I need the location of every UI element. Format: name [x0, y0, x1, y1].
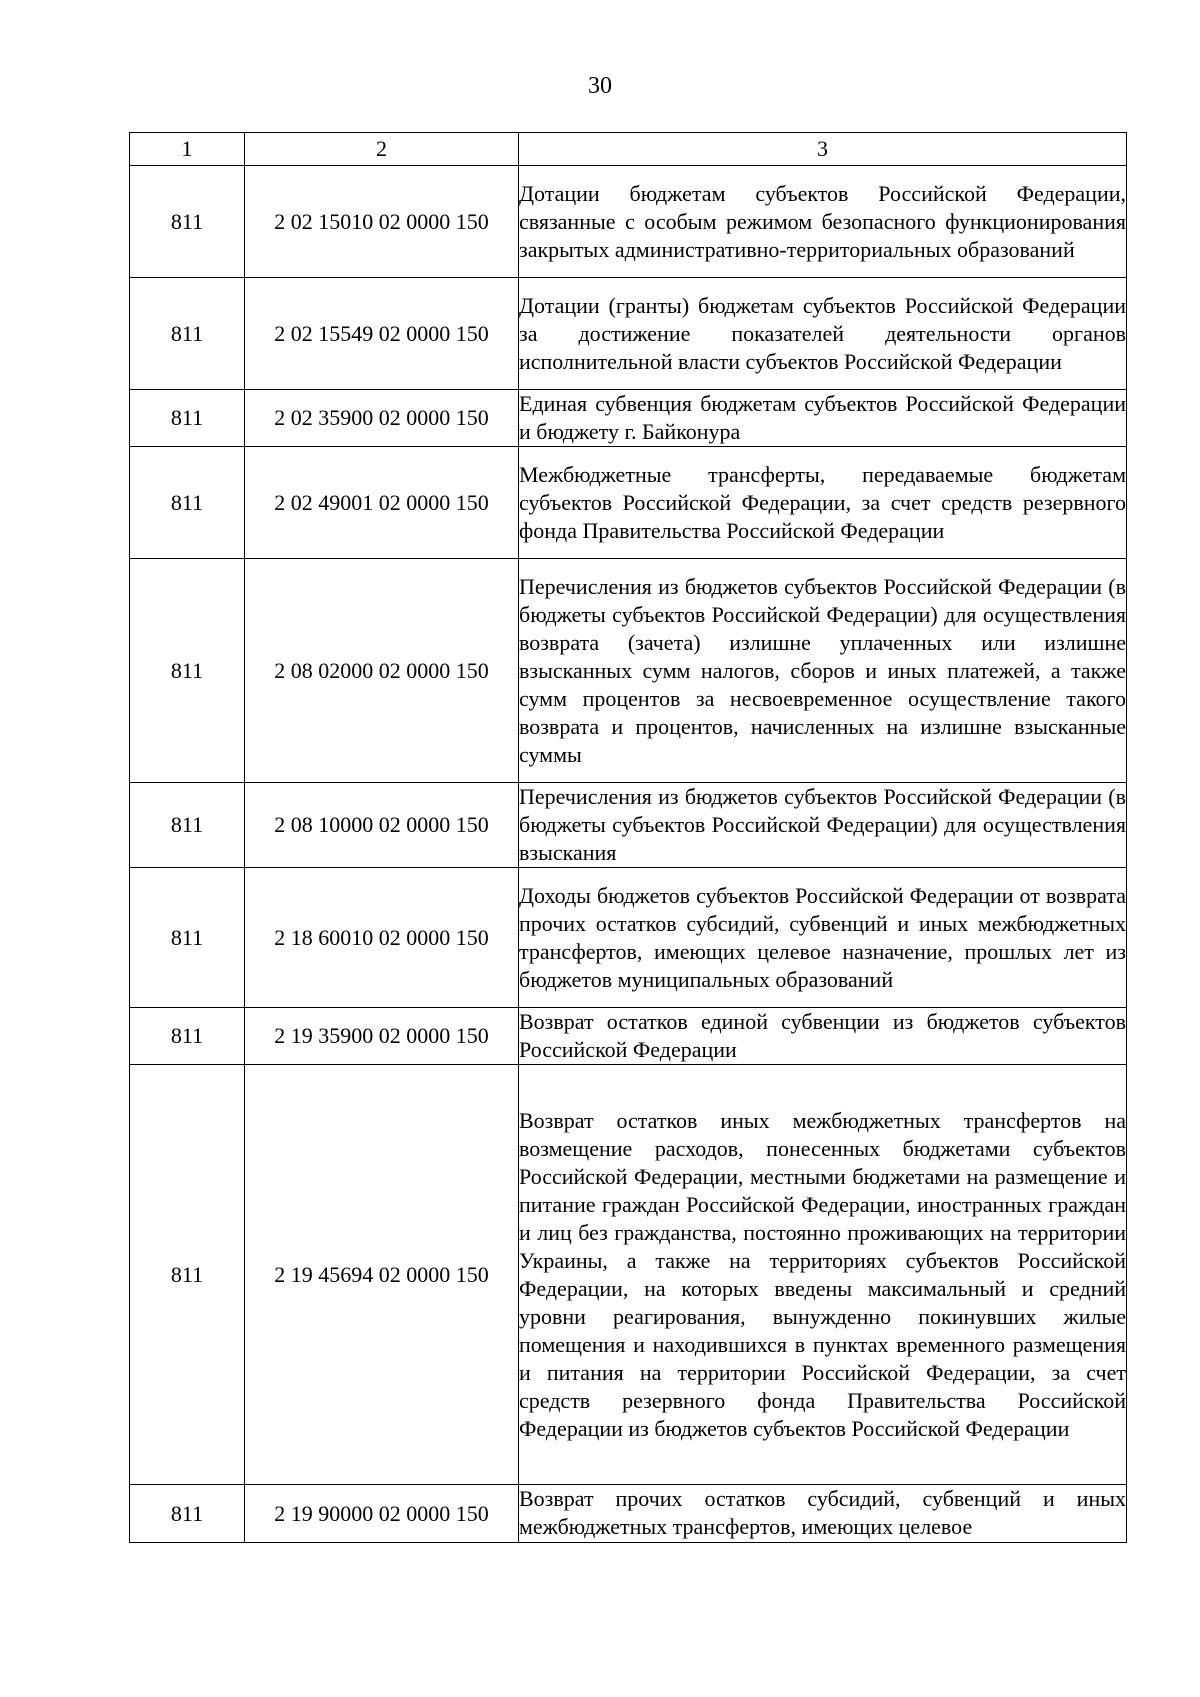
- revenue-code-cell: 2 02 49001 02 0000 150: [245, 447, 519, 559]
- admin-code-cell: 811: [130, 1485, 245, 1543]
- description-cell: Единая субвенция бюджетам субъектов Российской Федерации и бюджету г. Байконура: [519, 390, 1127, 447]
- table-row: [130, 278, 1127, 390]
- description-cell: Возврат остатков иных межбюджетных трансфертов на возмещение расходов, понесенных бюджетами субъектов Российской Федерации, местными бюджетами на размещение и питание граждан Российской Федерации, иностранных граждан и лиц без гражданства, постоянно проживающих на территории Украины, а также на территориях субъектов Российской Федерации, на которых введены максимальный и средний уровни реагирования, вынужденно покинувших жилые помещения и находившихся в пунктах временного размещения и питания на территории Российской Федерации, за счет средств резервного фонда Правительства Российской Федерации из бюджетов субъектов Российской Федерации: [519, 1065, 1127, 1485]
- table-row: [130, 1485, 1127, 1543]
- admin-code-cell: 811: [130, 783, 245, 868]
- description-cell: Дотации бюджетам субъектов Российской Федерации, связанные с особым режимом безопасного функционирования закрытых административно-территориальных образований: [519, 166, 1127, 278]
- description-cell: Возврат остатков единой субвенции из бюджетов субъектов Российской Федерации: [519, 1008, 1127, 1065]
- page-number: 30: [588, 73, 612, 99]
- revenue-code-cell: 2 08 02000 02 0000 150: [245, 559, 519, 783]
- revenue-code-cell: 2 18 60010 02 0000 150: [245, 868, 519, 1008]
- table-row: [130, 868, 1127, 1008]
- table-row: [130, 390, 1127, 447]
- table-row: [130, 166, 1127, 278]
- description-cell: Перечисления из бюджетов субъектов Российской Федерации (в бюджеты субъектов Российской Федерации) для осуществления возврата (зачета) излишне уплаченных или излишне взысканных сумм налогов, сборов и иных платежей, а также сумм процентов за несвоевременное осуществление такого возврата и процентов, начисленных на излишне взысканные суммы: [519, 559, 1127, 783]
- revenue-code-cell: 2 19 35900 02 0000 150: [245, 1008, 519, 1065]
- admin-code-cell: 811: [130, 447, 245, 559]
- column-header-3: 3: [519, 133, 1127, 166]
- table-header-row: [130, 133, 1127, 166]
- admin-code-cell: 811: [130, 1008, 245, 1065]
- revenue-code-cell: 2 02 35900 02 0000 150: [245, 390, 519, 447]
- description-cell: Перечисления из бюджетов субъектов Российской Федерации (в бюджеты субъектов Российской Федерации) для осуществления взыскания: [519, 783, 1127, 868]
- revenue-code-cell: 2 02 15010 02 0000 150: [245, 166, 519, 278]
- table-row: [130, 447, 1127, 559]
- column-header-1: 1: [130, 133, 245, 166]
- admin-code-cell: 811: [130, 166, 245, 278]
- description-cell: Доходы бюджетов субъектов Российской Федерации от возврата прочих остатков субсидий, субвенций и иных межбюджетных трансфертов, имеющих целевое назначение, прошлых лет из бюджетов муниципальных образований: [519, 868, 1127, 1008]
- description-cell: Межбюджетные трансферты, передаваемые бюджетам субъектов Российской Федерации, за счет средств резервного фонда Правительства Российской Федерации: [519, 447, 1127, 559]
- column-header-2: 2: [245, 133, 519, 166]
- admin-code-cell: 811: [130, 278, 245, 390]
- revenue-code-cell: 2 19 45694 02 0000 150: [245, 1065, 519, 1485]
- revenue-codes-table: [129, 132, 1127, 1543]
- revenue-code-cell: 2 08 10000 02 0000 150: [245, 783, 519, 868]
- revenue-code-cell: 2 02 15549 02 0000 150: [245, 278, 519, 390]
- revenue-code-cell: 2 19 90000 02 0000 150: [245, 1485, 519, 1543]
- description-cell: [519, 1485, 1127, 1543]
- admin-code-cell: 811: [130, 1065, 245, 1485]
- description-cell: Дотации (гранты) бюджетам субъектов Российской Федерации за достижение показателей деятельности органов исполнительной власти субъектов Российской Федерации: [519, 278, 1127, 390]
- admin-code-cell: 811: [130, 390, 245, 447]
- admin-code-cell: 811: [130, 559, 245, 783]
- table-row: [130, 783, 1127, 868]
- table-row: [130, 559, 1127, 783]
- admin-code-cell: 811: [130, 868, 245, 1008]
- table-row: [130, 1065, 1127, 1485]
- table-row: [130, 1008, 1127, 1065]
- description-text: Возврат прочих остатков субсидий, субвенций и иных межбюджетных трансфертов, имеющих целевое: [519, 1486, 1126, 1539]
